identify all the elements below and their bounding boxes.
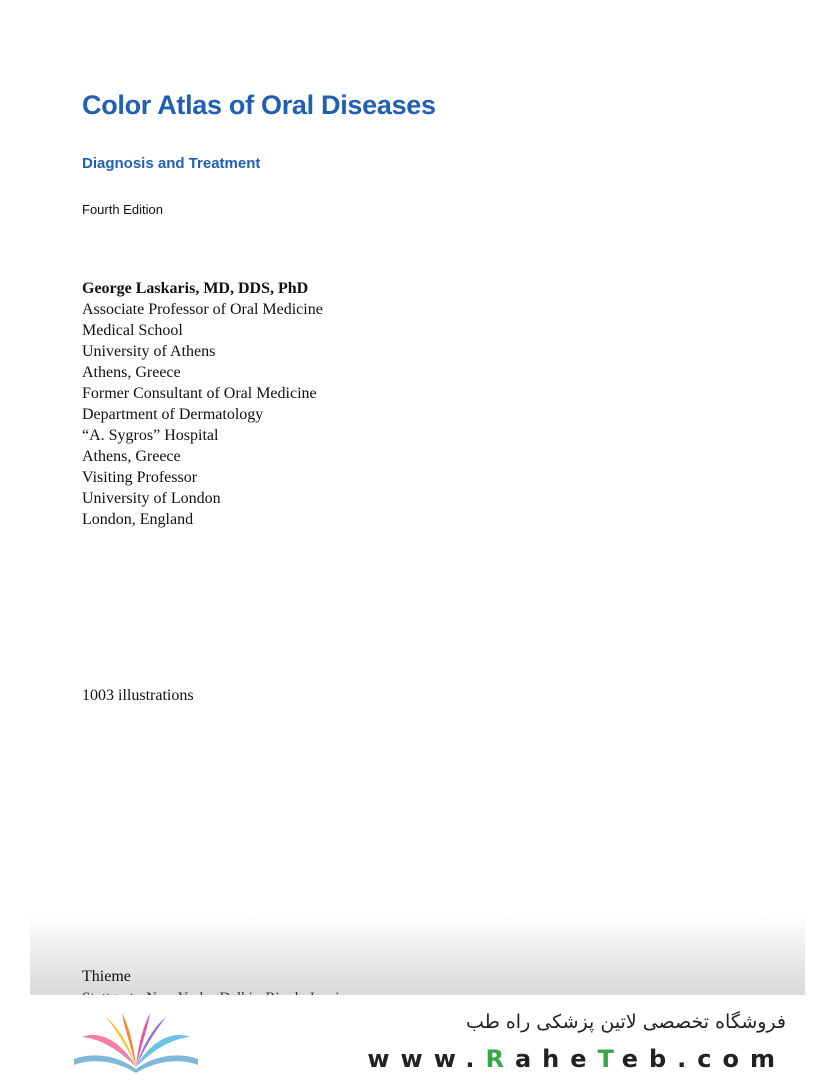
- store-name: فروشگاه تخصصی لاتین پزشکی راه طب: [466, 1011, 786, 1033]
- author-affiliation-line: “A. Sygros” Hospital: [82, 427, 219, 444]
- store-url-prefix: www.: [367, 1045, 486, 1073]
- author-affiliation-line: Athens, Greece: [82, 448, 181, 465]
- store-url-r: R: [485, 1045, 515, 1073]
- book-edition: Fourth Edition: [82, 202, 163, 217]
- author-affiliation-line: Medical School: [82, 322, 183, 339]
- author-affiliation-line: University of Athens: [82, 343, 216, 360]
- store-url-t: T: [597, 1045, 622, 1073]
- watermark-banner: [0, 995, 834, 1080]
- book-subtitle: Diagnosis and Treatment: [82, 155, 261, 172]
- page-bottom-shadow: [30, 915, 805, 995]
- author-affiliation-line: Former Consultant of Oral Medicine: [82, 385, 317, 402]
- store-url-mid: ahe: [514, 1045, 598, 1073]
- author-affiliation-line: London, England: [82, 511, 194, 528]
- illustrations-count: 1003 illustrations: [82, 687, 194, 704]
- publisher-name: Thieme: [82, 968, 131, 985]
- book-title: Color Atlas of Oral Diseases: [82, 90, 436, 120]
- author-affiliation-line: University of London: [82, 490, 221, 507]
- author-affiliation-line: Athens, Greece: [82, 364, 181, 381]
- author-name: George Laskaris, MD, DDS, PhD: [82, 280, 309, 297]
- open-book-logo-icon: [72, 1007, 200, 1075]
- author-affiliation-line: Department of Dermatology: [82, 406, 264, 423]
- store-url: [367, 1045, 786, 1073]
- author-block: [82, 278, 323, 530]
- author-affiliation-line: Visiting Professor: [82, 469, 198, 486]
- author-affiliation-line: Associate Professor of Oral Medicine: [82, 301, 323, 318]
- store-url-suffix: eb.com: [621, 1045, 786, 1073]
